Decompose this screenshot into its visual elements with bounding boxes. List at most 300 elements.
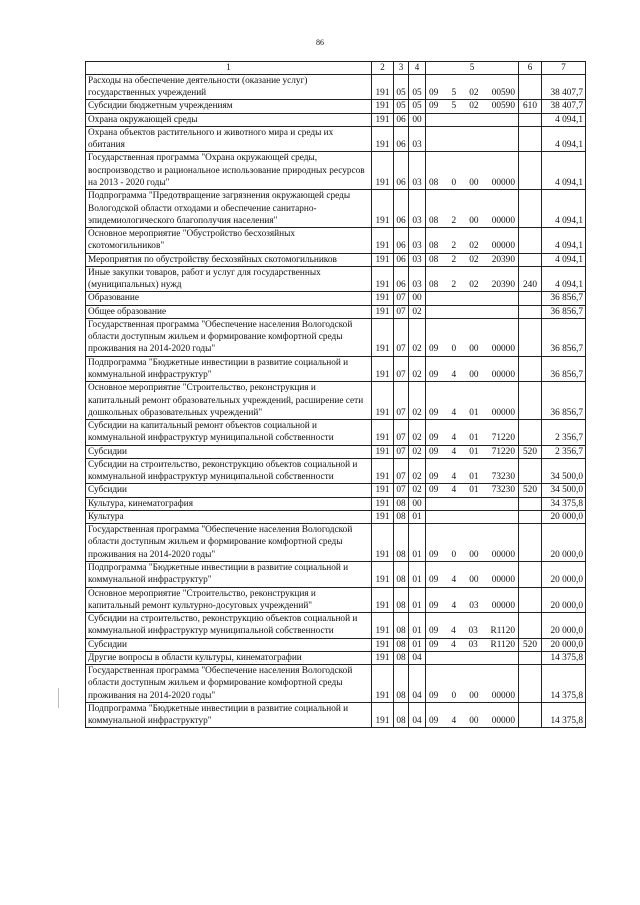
item-name: Субсидии xyxy=(86,484,372,497)
department-code: 191 xyxy=(372,561,394,587)
amount: 34 375,8 xyxy=(542,497,586,510)
program-code: 09 xyxy=(429,690,439,701)
program-code: 08 xyxy=(429,254,439,265)
target-article-code xyxy=(426,228,519,254)
subsection-code: 03 xyxy=(409,228,426,254)
expense-type-code xyxy=(519,702,542,728)
section-code: 07 xyxy=(394,292,409,305)
subsection-code: 01 xyxy=(409,638,426,651)
department-code: 191 xyxy=(372,665,394,703)
direction-code: 20390 xyxy=(491,280,515,291)
item-name: Государственная программа "Обеспечение населения Вологодской области доступным жильем и формирование комфортной среды проживания на 2014-2020 годы" xyxy=(86,318,372,356)
program-code: 09 xyxy=(429,407,439,418)
section-code: 06 xyxy=(394,266,409,292)
subprogram-code: 0 xyxy=(451,549,457,560)
subprogram-code: 4 xyxy=(451,407,457,418)
margin-mark xyxy=(58,688,59,708)
item-name: Мероприятия по обустройству бесхозяйных скотомогильников xyxy=(86,253,372,266)
department-code: 191 xyxy=(372,253,394,266)
header-cell: 1 xyxy=(86,62,372,75)
amount: 14 375,8 xyxy=(542,651,586,664)
amount: 36 856,7 xyxy=(542,356,586,382)
expense-type-code xyxy=(519,420,542,446)
subprogram-code: 4 xyxy=(451,716,457,727)
table-row xyxy=(86,100,586,113)
item-name: Государственная программа "Охрана окружающей среды, воспроизводство и рациональное использование природных ресурсов на 2013 - 2020 годы" xyxy=(86,152,372,190)
subprogram-code: 4 xyxy=(451,639,456,650)
amount: 36 856,7 xyxy=(542,305,586,318)
subprogram-code: 2 xyxy=(451,254,457,265)
subsection-code: 01 xyxy=(409,613,426,639)
table-row xyxy=(86,613,586,639)
table-row xyxy=(86,253,586,266)
direction-code: 71220 xyxy=(491,433,515,444)
target-article-code xyxy=(426,561,519,587)
measure-code: 01 xyxy=(469,433,479,444)
item-name: Расходы на обеспечение деятельности (оказание услуг) государственных учреждений xyxy=(86,74,372,100)
item-name: Субсидии на строительство, реконструкцию объектов социальной и коммунальной инфраструктур муниципальной собственности xyxy=(86,613,372,639)
target-article-code xyxy=(426,113,519,126)
item-name: Другие вопросы в области культуры, кинематографии xyxy=(86,651,372,664)
program-code: 08 xyxy=(429,178,439,188)
subsection-code: 05 xyxy=(409,74,426,100)
table-row xyxy=(86,510,586,523)
measure-code: 00 xyxy=(469,549,479,560)
subsection-code: 00 xyxy=(409,113,426,126)
direction-code: 00000 xyxy=(491,344,515,355)
target-article-code xyxy=(426,253,519,266)
section-code: 08 xyxy=(394,651,409,664)
item-name: Субсидии на строительство, реконструкцию объектов социальной и коммунальной инфраструктур муниципальной собственности xyxy=(86,458,372,484)
amount: 4 094,1 xyxy=(542,266,586,292)
table-row xyxy=(86,228,586,254)
department-code: 191 xyxy=(372,497,394,510)
program-code: 09 xyxy=(429,88,439,99)
department-code: 191 xyxy=(372,458,394,484)
item-name: Образование xyxy=(86,292,372,305)
item-name: Подпрограмма "Бюджетные инвестиции в развитие социальной и коммунальной инфраструктур" xyxy=(86,702,372,728)
measure-code: 01 xyxy=(469,485,479,496)
direction-code: 00000 xyxy=(491,549,515,560)
expense-type-code xyxy=(519,126,542,152)
expense-type-code xyxy=(519,305,542,318)
direction-code: 00000 xyxy=(491,690,515,701)
table-row xyxy=(86,318,586,356)
table-row xyxy=(86,702,586,728)
item-name: Охрана объектов растительного и животного мира и среды их обитания xyxy=(86,126,372,152)
target-article-code xyxy=(426,638,519,651)
measure-code: 00 xyxy=(469,690,479,701)
section-code: 05 xyxy=(394,74,409,100)
subprogram-code: 2 xyxy=(451,215,457,226)
amount: 36 856,7 xyxy=(542,382,586,420)
amount: 14 375,8 xyxy=(542,665,586,703)
expense-type-code xyxy=(519,497,542,510)
subprogram-code: 4 xyxy=(451,485,457,496)
amount: 4 094,1 xyxy=(542,190,586,228)
measure-code: 03 xyxy=(468,626,478,637)
direction-code: 00590 xyxy=(491,88,515,99)
department-code: 191 xyxy=(372,190,394,228)
table-row xyxy=(86,587,586,613)
table-row xyxy=(86,420,586,446)
item-name: Основное мероприятие "Строительство, реконструкция и капитальный ремонт культурно-досуговых учреждений" xyxy=(86,587,372,613)
direction-code: 00590 xyxy=(491,101,515,112)
program-code: 09 xyxy=(429,433,439,444)
header-cell: 5 xyxy=(426,62,519,75)
table-row xyxy=(86,458,586,484)
section-code: 08 xyxy=(394,613,409,639)
item-name: Субсидии xyxy=(86,638,372,651)
expense-type-code xyxy=(519,382,542,420)
table-row xyxy=(86,113,586,126)
header-cell: 3 xyxy=(394,62,409,75)
target-article-code xyxy=(426,305,519,318)
subsection-code: 03 xyxy=(409,253,426,266)
direction-code: 00000 xyxy=(491,215,515,226)
direction-code: 00000 xyxy=(491,716,515,727)
expense-type-code xyxy=(519,587,542,613)
department-code: 191 xyxy=(372,356,394,382)
direction-code: R1120 xyxy=(490,626,515,637)
program-code: 09 xyxy=(429,716,439,727)
subsection-code: 03 xyxy=(409,152,426,190)
amount: 4 094,1 xyxy=(542,152,586,190)
target-article-code xyxy=(426,190,519,228)
amount: 4 094,1 xyxy=(542,253,586,266)
amount: 20 000,0 xyxy=(542,613,586,639)
page-number: 86 xyxy=(316,38,324,47)
direction-code: 00000 xyxy=(491,178,515,188)
target-article-code xyxy=(426,445,519,458)
measure-code: 00 xyxy=(469,178,479,188)
item-name: Государственная программа "Обеспечение населения Вологодской области доступным жильем и формирование комфортной среды проживания на 2014-2020 годы" xyxy=(86,665,372,703)
direction-code: 00000 xyxy=(491,241,515,252)
subprogram-code: 4 xyxy=(451,575,457,586)
table-row xyxy=(86,356,586,382)
program-code: 09 xyxy=(429,639,439,650)
subprogram-code: 4 xyxy=(451,472,457,483)
expense-type-code xyxy=(519,651,542,664)
target-article-code xyxy=(426,382,519,420)
section-code: 05 xyxy=(394,100,409,113)
subsection-code: 02 xyxy=(409,318,426,356)
table-row xyxy=(86,74,586,100)
department-code: 191 xyxy=(372,74,394,100)
item-name: Подпрограмма "Бюджетные инвестиции в развитие социальной и коммунальной инфраструктур" xyxy=(86,356,372,382)
section-code: 06 xyxy=(394,126,409,152)
department-code: 191 xyxy=(372,524,394,562)
direction-code: 00000 xyxy=(491,575,515,586)
expense-type-code xyxy=(519,292,542,305)
subprogram-code: 0 xyxy=(451,344,457,355)
subsection-code: 02 xyxy=(409,445,426,458)
target-article-code xyxy=(426,356,519,382)
department-code: 191 xyxy=(372,613,394,639)
amount: 34 500,0 xyxy=(542,458,586,484)
amount: 38 407,7 xyxy=(542,74,586,100)
measure-code: 02 xyxy=(469,241,479,252)
subsection-code: 03 xyxy=(409,126,426,152)
target-article-code xyxy=(426,152,519,190)
table-row xyxy=(86,126,586,152)
target-article-code xyxy=(426,458,519,484)
measure-code: 02 xyxy=(469,88,479,99)
header-cell: 2 xyxy=(372,62,394,75)
item-name: Государственная программа "Обеспечение населения Вологодской области доступным жильем и формирование комфортной среды проживания на 2014-2020 годы" xyxy=(86,524,372,562)
amount: 20 000,0 xyxy=(542,638,586,651)
section-code: 08 xyxy=(394,665,409,703)
direction-code: 00000 xyxy=(491,600,515,611)
department-code: 191 xyxy=(372,587,394,613)
section-code: 07 xyxy=(394,382,409,420)
department-code: 191 xyxy=(372,228,394,254)
target-article-code xyxy=(426,292,519,305)
program-code: 09 xyxy=(429,369,439,380)
item-name: Общее образование xyxy=(86,305,372,318)
expense-type-code: 610 xyxy=(519,100,542,113)
department-code: 191 xyxy=(372,305,394,318)
section-code: 06 xyxy=(394,253,409,266)
subprogram-code: 5 xyxy=(451,101,457,112)
subsection-code: 02 xyxy=(409,484,426,497)
target-article-code xyxy=(426,613,519,639)
expense-type-code xyxy=(519,253,542,266)
expense-type-code: 520 xyxy=(519,484,542,497)
subsection-code: 02 xyxy=(409,305,426,318)
target-article-code xyxy=(426,587,519,613)
expense-type-code xyxy=(519,356,542,382)
amount: 38 407,7 xyxy=(542,100,586,113)
subprogram-code: 4 xyxy=(451,369,457,380)
direction-code: 20390 xyxy=(491,254,515,265)
target-article-code xyxy=(426,126,519,152)
subsection-code: 01 xyxy=(409,524,426,562)
department-code: 191 xyxy=(372,510,394,523)
program-code: 09 xyxy=(429,575,439,586)
expense-type-code xyxy=(519,74,542,100)
table-row xyxy=(86,651,586,664)
section-code: 08 xyxy=(394,510,409,523)
target-article-code xyxy=(426,420,519,446)
section-code: 07 xyxy=(394,420,409,446)
expense-type-code: 520 xyxy=(519,638,542,651)
amount: 2 356,7 xyxy=(542,445,586,458)
program-code: 09 xyxy=(429,600,439,611)
subsection-code: 02 xyxy=(409,356,426,382)
department-code: 191 xyxy=(372,702,394,728)
measure-code: 01 xyxy=(469,472,479,483)
header-cell: 6 xyxy=(519,62,542,75)
expense-type-code xyxy=(519,228,542,254)
section-code: 08 xyxy=(394,561,409,587)
measure-code: 00 xyxy=(469,344,479,355)
measure-code: 00 xyxy=(469,215,479,226)
item-name: Культура xyxy=(86,510,372,523)
target-article-code xyxy=(426,74,519,100)
subsection-code: 02 xyxy=(409,458,426,484)
table-row xyxy=(86,190,586,228)
measure-code: 01 xyxy=(469,407,479,418)
program-code: 09 xyxy=(429,485,439,496)
subsection-code: 04 xyxy=(409,651,426,664)
amount: 4 094,1 xyxy=(542,113,586,126)
direction-code: 00000 xyxy=(491,369,515,380)
subsection-code: 02 xyxy=(409,420,426,446)
section-code: 08 xyxy=(394,702,409,728)
measure-code: 02 xyxy=(469,101,479,112)
expense-type-code xyxy=(519,152,542,190)
item-name: Подпрограмма "Бюджетные инвестиции в развитие социальной и коммунальной инфраструктур" xyxy=(86,561,372,587)
department-code: 191 xyxy=(372,420,394,446)
target-article-code xyxy=(426,510,519,523)
subprogram-code: 4 xyxy=(451,433,457,444)
measure-code: 02 xyxy=(469,254,479,265)
amount: 36 856,7 xyxy=(542,318,586,356)
subprogram-code: 0 xyxy=(451,178,457,188)
target-article-code xyxy=(426,484,519,497)
department-code: 191 xyxy=(372,484,394,497)
table-row xyxy=(86,445,586,458)
subprogram-code: 2 xyxy=(451,280,457,291)
amount: 20 000,0 xyxy=(542,587,586,613)
subsection-code: 04 xyxy=(409,702,426,728)
subsection-code: 02 xyxy=(409,382,426,420)
subsection-code: 01 xyxy=(409,510,426,523)
section-code: 07 xyxy=(394,458,409,484)
section-code: 07 xyxy=(394,356,409,382)
subsection-code: 05 xyxy=(409,100,426,113)
target-article-code xyxy=(426,702,519,728)
subprogram-code: 4 xyxy=(451,600,457,611)
target-article-code xyxy=(426,524,519,562)
measure-code: 03 xyxy=(468,639,478,650)
expense-type-code xyxy=(519,190,542,228)
item-name: Основное мероприятие "Строительство, реконструкция и капитальный ремонт образовательных учреждений, расширение сети дошкольных образовательных учреждений" xyxy=(86,382,372,420)
section-code: 08 xyxy=(394,638,409,651)
amount: 4 094,1 xyxy=(542,228,586,254)
section-code: 07 xyxy=(394,305,409,318)
measure-code: 03 xyxy=(469,600,479,611)
table-row xyxy=(86,266,586,292)
section-code: 06 xyxy=(394,152,409,190)
department-code: 191 xyxy=(372,126,394,152)
department-code: 191 xyxy=(372,266,394,292)
subsection-code: 01 xyxy=(409,561,426,587)
measure-code: 00 xyxy=(469,369,479,380)
target-article-code xyxy=(426,318,519,356)
subsection-code: 01 xyxy=(409,587,426,613)
department-code: 191 xyxy=(372,382,394,420)
department-code: 191 xyxy=(372,445,394,458)
table-row xyxy=(86,152,586,190)
department-code: 191 xyxy=(372,100,394,113)
department-code: 191 xyxy=(372,638,394,651)
table-row xyxy=(86,561,586,587)
program-code: 08 xyxy=(429,215,439,226)
measure-code: 01 xyxy=(469,446,479,457)
amount: 36 856,7 xyxy=(542,292,586,305)
table-row xyxy=(86,524,586,562)
expense-type-code xyxy=(519,458,542,484)
item-name: Подпрограмма "Предотвращение загрязнения окружающей среды Вологодской области отходами и обеспечение санитарно-эпидемиологического благополучия населения" xyxy=(86,190,372,228)
header-cell: 4 xyxy=(409,62,426,75)
amount: 34 500,0 xyxy=(542,484,586,497)
program-code: 09 xyxy=(429,549,439,560)
section-code: 06 xyxy=(394,228,409,254)
item-name: Субсидии xyxy=(86,445,372,458)
subsection-code: 04 xyxy=(409,665,426,703)
amount: 14 375,8 xyxy=(542,702,586,728)
section-code: 06 xyxy=(394,190,409,228)
section-code: 08 xyxy=(394,497,409,510)
program-code: 09 xyxy=(429,472,439,483)
amount: 20 000,0 xyxy=(542,510,586,523)
expense-type-code: 240 xyxy=(519,266,542,292)
table-row xyxy=(86,665,586,703)
target-article-code xyxy=(426,266,519,292)
header-cell: 7 xyxy=(542,62,586,75)
subprogram-code: 4 xyxy=(451,626,456,637)
item-name: Субсидии на капитальный ремонт объектов социальной и коммунальной инфраструктур муниципальной собственности xyxy=(86,420,372,446)
subsection-code: 03 xyxy=(409,266,426,292)
subprogram-code: 4 xyxy=(451,446,457,457)
department-code: 191 xyxy=(372,318,394,356)
expense-type-code xyxy=(519,561,542,587)
expense-type-code xyxy=(519,613,542,639)
table-row xyxy=(86,382,586,420)
measure-code: 00 xyxy=(469,575,479,586)
subprogram-code: 5 xyxy=(451,88,457,99)
department-code: 191 xyxy=(372,113,394,126)
program-code: 09 xyxy=(429,344,439,355)
item-name: Охрана окружающей среды xyxy=(86,113,372,126)
subprogram-code: 2 xyxy=(451,241,457,252)
direction-code: R1120 xyxy=(490,639,515,650)
table-row xyxy=(86,305,586,318)
direction-code: 00000 xyxy=(491,407,515,418)
expense-type-code xyxy=(519,510,542,523)
direction-code: 73230 xyxy=(491,472,515,483)
item-name: Культура, кинематография xyxy=(86,497,372,510)
item-name: Субсидии бюджетным учреждениям xyxy=(86,100,372,113)
subsection-code: 00 xyxy=(409,497,426,510)
program-code: 08 xyxy=(429,241,439,252)
measure-code: 02 xyxy=(469,280,479,291)
expense-type-code xyxy=(519,524,542,562)
department-code: 191 xyxy=(372,292,394,305)
amount: 2 356,7 xyxy=(542,420,586,446)
amount: 20 000,0 xyxy=(542,524,586,562)
item-name: Иные закупки товаров, работ и услуг для государственных (муниципальных) нужд xyxy=(86,266,372,292)
expense-type-code xyxy=(519,665,542,703)
table-row xyxy=(86,292,586,305)
item-name: Основное мероприятие "Обустройство бесхозяйных скотомогильников" xyxy=(86,228,372,254)
department-code: 191 xyxy=(372,152,394,190)
section-code: 08 xyxy=(394,524,409,562)
expense-type-code: 520 xyxy=(519,445,542,458)
table-row xyxy=(86,484,586,497)
program-code: 09 xyxy=(429,446,439,457)
direction-code: 71220 xyxy=(491,446,515,457)
measure-code: 00 xyxy=(469,716,479,727)
subprogram-code: 0 xyxy=(451,690,457,701)
department-code: 191 xyxy=(372,651,394,664)
section-code: 06 xyxy=(394,113,409,126)
target-article-code xyxy=(426,651,519,664)
subsection-code: 00 xyxy=(409,292,426,305)
amount: 20 000,0 xyxy=(542,561,586,587)
